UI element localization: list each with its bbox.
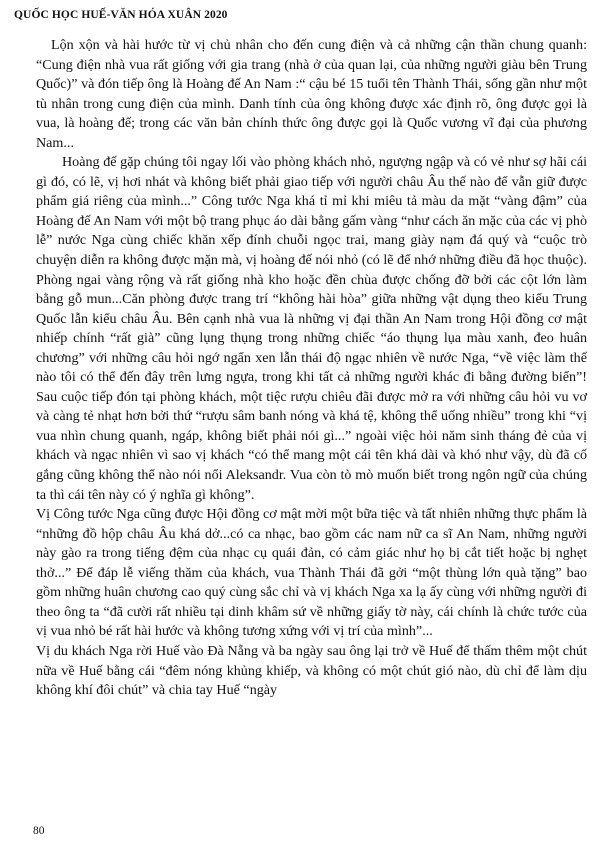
page-number: 80 xyxy=(33,825,45,837)
running-header: QUỐC HỌC HUẾ-VĂN HÓA XUÂN 2020 xyxy=(14,9,228,21)
article-body xyxy=(36,36,587,701)
paragraph-4: Vị du khách Nga rời Huế vào Đà Nẵng và ba ngày sau ông lại trở về Huế để thấm thêm một chút nữa về Huế bằng cái “đêm nóng khủng khiếp, và không có một chút gió nào, dù chỉ để làm dịu không khí đôi chút” và chia tay Huế “ngày xyxy=(36,642,587,699)
paragraph-3: Vị Công tước Nga cũng được Hội đồng cơ mật mời một bữa tiệc và tất nhiên những thực phẩm là “những đồ hộp châu Âu khá dở...có ca nhạc, bao gồm các nam nữ ca sĩ An Nam, những người này gào ra trong tiếng đệm của nhạc cụ quái đản, có cảm giác như họ bị cắt tiết hoặc bị nghẹt thở...” Để đáp lễ viếng thăm của khách, vua Thành Thái đã gởi “một thùng lớn quà tặng” bao gồm những huân chương cao quý cùng sắc chỉ và vị khách Nga xa lạ ấy cùng với những người đi theo ông ta “đã cười rất nhiều tại dinh khâm sứ về những giấy tờ này, cái chính là chức tước của vị vua nhỏ bé rất hài hước và không tương xứng với vị trí của mình”... xyxy=(36,506,587,640)
paragraph-2: Hoàng đế gặp chúng tôi ngay lối vào phòng khách nhỏ, ngượng ngập và có vẻ như sợ hãi cái gì đó, có lẽ, vị hơi nhát và không biết phải giao tiếp với người châu Âu thế nào để vẫn giữ được phẩm giá riêng của mình...” Công tước Nga khá tỉ mỉ khi miêu tả màu da mặt “vàng đậm” của Hoàng đế An Nam với một bộ trang phục áo dài bằng gấm vàng “như cách ăn mặc của các vị phò lễ” nước Nga cùng chiếc khăn xếp đính chuỗi ngọc trai, mang giày nạm đá quý và “cuộc trò chuyện diễn ra không được mặn mà, vị hoàng đế nói nhỏ (có lẽ để nhớ những điều đã học thuộc). Phòng ngai vàng rộng và rất giống nhà kho hoặc đền chùa được chống đỡ bởi các cột lớn làm bằng gỗ mun...Căn phòng được trang trí “không hài hòa” giữa những vật dụng theo kiểu Trung Quốc lẫn kiểu châu Âu. Bên cạnh nhà vua là những vị đại thần An Nam trong Hội đồng cơ mật nhiếp chính “rất già” cũng lụng thụng trong những chiếc “áo thụng lụa màu xanh, đeo huân chương” với những câu hỏi ngớ ngẩn xen lẫn thái độ ngạc nhiên về nước Nga, “về việc làm thế nào tôi có thể đến đây trên lưng ngựa, trong khi tất cả những người khác đi bằng đường biển”! Sau cuộc tiếp đón tại phòng khách, một tiệc rượu chiêu đãi được mở ra với những câu hỏi vu vơ và càng tẻ nhạt hơn bởi thứ “rượu sâm banh nóng và khá tệ, không thể uống nhiều” trong khi “vị vua nhìn chung quanh, ngáp, không biết phải nói gì...” ngoài việc hỏi năm sinh tháng đẻ của vị khách và ngạc nhiên vì sao vị khách “có thể mang một cái tên khá dài và khó như vậy, dù đã cố gắng cũng không thể nào nói nổi Aleksandr. Vua còn tò mò muốn biết trong ngôn ngữ của chúng ta thì cái tên này có ý nghĩa gì không”. xyxy=(36,154,587,503)
paragraph-1: Lộn xộn và hài hước từ vị chủ nhân cho đến cung điện và cả những cận thần chung quanh: “Cung điện nhà vua rất giống với gia trang (nhà ở của quan lại, của những người giàu bên Trung Quốc)” và đón tiếp ông là Hoàng đế An Nam :“ cậu bé 15 tuổi tên Thành Thái, sống gần như một tù nhân trong cung điện của mình. Danh tính của ông không được xác định rõ, ông được gọi là vua, là hoàng đế; trong các văn bản chính thức ông được gọi là Quốc vương vĩ đại của phương Nam... xyxy=(36,37,587,151)
